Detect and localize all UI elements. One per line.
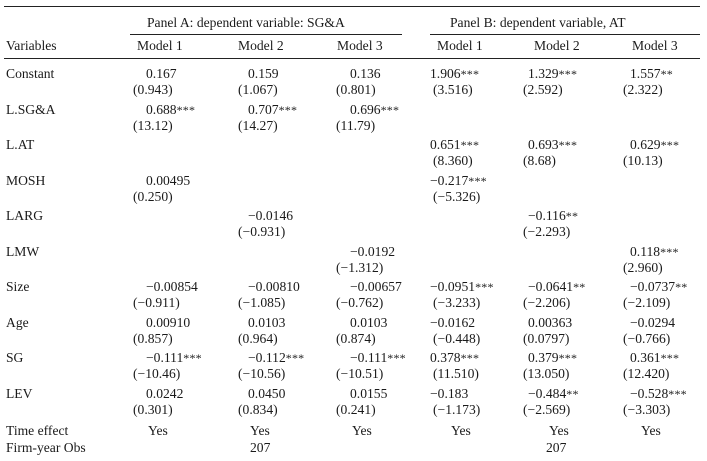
tstat-cell: (−3.303)	[623, 401, 671, 417]
coefficient-value: −0.116	[528, 208, 566, 223]
panel-b-title: Panel B: dependent variable, AT	[450, 15, 626, 30]
significance-stars: ***	[460, 351, 480, 365]
panel-a-rule	[130, 34, 402, 35]
significance-stars: ***	[660, 138, 680, 152]
model-header: Model 2	[238, 38, 284, 53]
coefficient-cell	[350, 315, 387, 331]
coefficient-cell	[350, 66, 381, 82]
obs-cell: 207	[546, 440, 567, 455]
coefficient-cell	[350, 102, 399, 118]
significance-stars: ***	[460, 67, 480, 81]
coefficient-cell	[146, 66, 177, 82]
coefficient-cell	[146, 173, 190, 189]
tstat-cell: (−10.56)	[238, 366, 286, 381]
significance-stars: ***	[668, 386, 687, 401]
coefficient-value: −0.0641	[528, 279, 574, 294]
tstat-cell: (0.241)	[336, 401, 376, 417]
model-header: Model 1	[437, 38, 483, 53]
time-effect-cell: Yes	[352, 423, 372, 438]
coefficient-value: 0.361	[630, 350, 661, 365]
coefficient-value: 0.0450	[248, 385, 286, 401]
coefficient-cell	[248, 102, 297, 118]
coefficient-cell	[146, 386, 183, 402]
tstat-cell: (−3.233)	[433, 295, 481, 310]
row-label: Time effect	[6, 423, 69, 438]
coefficient-cell	[630, 137, 679, 153]
coefficient-cell	[528, 315, 572, 331]
time-effect-cell: Yes	[549, 423, 569, 438]
coefficient-cell	[630, 315, 675, 331]
coefficient-cell	[430, 350, 479, 366]
model-header: Model 2	[534, 38, 580, 53]
coefficient-cell	[430, 66, 479, 82]
coefficient-cell	[146, 279, 198, 295]
model-header: Model 3	[632, 38, 678, 53]
row-label: LMW	[6, 243, 40, 259]
tstat-cell: (0.801)	[336, 82, 376, 97]
significance-stars: **	[660, 67, 673, 81]
coefficient-cell	[248, 350, 304, 366]
coefficient-value: −0.112	[248, 350, 286, 365]
coefficient-value: 1.557	[630, 66, 661, 81]
significance-stars: ***	[387, 351, 406, 365]
coefficient-cell	[350, 244, 395, 260]
coefficient-cell	[248, 208, 293, 224]
coefficient-cell	[146, 102, 195, 118]
coefficient-cell	[146, 350, 202, 366]
coefficient-value: 0.0155	[350, 385, 388, 401]
coefficient-value: 0.651	[430, 137, 461, 152]
tstat-cell: (−2.293)	[523, 224, 571, 239]
coefficient-value: −0.484	[528, 385, 567, 401]
coefficient-cell	[528, 137, 577, 153]
tstat-cell: (2.322)	[623, 82, 663, 97]
tstat-cell: (−5.326)	[433, 188, 481, 204]
significance-stars: **	[675, 280, 688, 294]
coefficient-value: −0.00854	[146, 279, 198, 294]
row-label: L.SG&A	[6, 101, 56, 117]
row-label: Firm-year Obs	[6, 440, 86, 455]
significance-stars: ***	[558, 351, 578, 365]
coefficient-cell	[528, 279, 585, 295]
coefficient-value: −0.00810	[248, 279, 300, 294]
significance-stars: ***	[176, 102, 196, 117]
coefficient-value: 0.00495	[146, 172, 191, 188]
coefficient-value: 0.167	[146, 66, 177, 81]
coefficient-value: 0.0103	[350, 314, 388, 330]
row-label: Constant	[6, 66, 55, 81]
model-header: Model 3	[337, 38, 383, 53]
coefficient-value: 0.379	[528, 350, 559, 365]
panel-a-title: Panel A: dependent variable: SG&A	[147, 15, 345, 30]
coefficient-cell	[430, 137, 479, 153]
row-label: SG	[6, 350, 24, 365]
row-label: Age	[6, 314, 29, 330]
tstat-cell: (11.510)	[433, 366, 479, 381]
coefficient-cell	[248, 66, 279, 82]
tstat-cell: (0.964)	[238, 330, 278, 346]
significance-stars: ***	[285, 351, 305, 365]
significance-stars: ***	[380, 102, 400, 117]
coefficient-value: −0.0294	[630, 314, 676, 330]
coefficient-cell	[248, 386, 285, 402]
top-rule	[4, 6, 700, 7]
row-label: Size	[6, 279, 30, 294]
coefficient-value: −0.111	[146, 350, 184, 365]
significance-stars: **	[566, 386, 579, 401]
tstat-cell: (−2.206)	[523, 295, 571, 310]
coefficient-value: −0.528	[630, 385, 669, 401]
tstat-cell: (−1.312)	[336, 259, 384, 275]
tstat-cell: (−2.569)	[523, 401, 571, 417]
coefficient-value: −0.111	[350, 350, 388, 365]
coefficient-cell	[430, 386, 468, 402]
coefficient-value: 0.118	[630, 243, 661, 259]
significance-stars: ***	[278, 102, 298, 117]
tstat-cell: (3.516)	[433, 82, 473, 97]
tstat-cell: (13.12)	[133, 117, 173, 133]
coefficient-value: 0.0242	[146, 385, 184, 401]
tstat-cell: (−0.766)	[623, 330, 671, 346]
tstat-cell: (0.0797)	[523, 330, 570, 346]
tstat-cell: (8.68)	[523, 153, 556, 168]
coefficient-cell	[528, 386, 579, 402]
tstat-cell: (11.79)	[336, 117, 376, 133]
coefficient-cell	[528, 66, 577, 82]
model-header: Model 1	[137, 38, 183, 53]
tstat-cell: (14.27)	[238, 117, 278, 133]
coefficient-value: −0.0146	[248, 208, 294, 223]
tstat-cell: (0.250)	[133, 188, 173, 204]
row-label: L.AT	[6, 137, 35, 152]
tstat-cell: (−0.762)	[336, 295, 384, 310]
coefficient-cell	[630, 244, 679, 260]
significance-stars: ***	[468, 173, 487, 188]
coefficient-value: 1.329	[528, 66, 559, 81]
coefficient-value: 0.159	[248, 66, 279, 81]
row-label: LEV	[6, 385, 33, 401]
time-effect-cell: Yes	[250, 423, 270, 438]
coefficient-cell	[630, 66, 673, 82]
coefficient-cell	[430, 279, 494, 295]
variables-header: Variables	[6, 38, 57, 53]
tstat-cell: (−10.46)	[133, 366, 181, 381]
coefficient-value: −0.00657	[350, 279, 402, 294]
tstat-cell: (−0.448)	[433, 330, 481, 346]
coefficient-value: −0.0192	[350, 243, 396, 259]
tstat-cell: (−1.085)	[238, 295, 286, 310]
tstat-cell: (−0.911)	[133, 295, 180, 310]
coefficient-value: −0.183	[430, 385, 469, 401]
time-effect-cell: Yes	[641, 423, 661, 438]
significance-stars: ***	[460, 138, 480, 152]
coefficient-cell	[630, 386, 687, 402]
time-effect-cell: Yes	[451, 423, 471, 438]
coefficient-cell	[248, 315, 285, 331]
coefficient-value: −0.0737	[630, 279, 676, 294]
tstat-cell: (8.360)	[433, 153, 473, 168]
row-label: MOSH	[6, 172, 46, 188]
coefficient-cell	[630, 350, 679, 366]
coefficient-value: 0.00363	[528, 314, 573, 330]
significance-stars: ***	[660, 244, 679, 259]
significance-stars: ***	[183, 351, 202, 365]
significance-stars: **	[573, 280, 586, 294]
row-label: LARG	[6, 208, 44, 223]
significance-stars: **	[565, 209, 579, 223]
coefficient-value: −0.217	[430, 172, 469, 188]
coefficient-value: 0.696	[350, 101, 381, 117]
coefficient-cell	[630, 279, 687, 295]
coefficient-value: 0.378	[430, 350, 461, 365]
coefficient-value: 0.00910	[146, 314, 191, 330]
significance-stars: ***	[475, 280, 494, 294]
coefficient-value: 0.707	[248, 101, 279, 117]
tstat-cell: (2.960)	[623, 259, 663, 275]
coefficient-cell	[350, 279, 402, 295]
coefficient-cell	[350, 386, 387, 402]
coefficient-cell	[146, 315, 190, 331]
tstat-cell: (12.420)	[623, 366, 670, 381]
tstat-cell: (2.592)	[523, 82, 563, 97]
header-rule	[4, 58, 700, 59]
tstat-cell: (13.050)	[523, 366, 570, 381]
significance-stars: ***	[558, 67, 578, 81]
tstat-cell: (10.13)	[623, 153, 663, 168]
tstat-cell: (0.834)	[238, 401, 278, 417]
tstat-cell: (0.857)	[133, 330, 173, 346]
coefficient-cell	[528, 208, 578, 224]
coefficient-value: 0.0103	[248, 314, 286, 330]
tstat-cell: (1.067)	[238, 82, 278, 97]
tstat-cell: (−2.109)	[623, 295, 671, 310]
coefficient-cell	[430, 315, 475, 331]
tstat-cell: (−1.173)	[433, 401, 481, 417]
obs-cell: 207	[250, 440, 271, 455]
time-effect-cell: Yes	[148, 423, 168, 438]
tstat-cell: (−0.931)	[238, 224, 286, 239]
coefficient-cell	[528, 350, 577, 366]
coefficient-cell	[350, 350, 406, 366]
coefficient-value: 0.629	[630, 137, 661, 152]
coefficient-value: 0.693	[528, 137, 559, 152]
coefficient-value: 1.906	[430, 66, 461, 81]
tstat-cell: (0.301)	[133, 401, 173, 417]
tstat-cell: (0.874)	[336, 330, 376, 346]
coefficient-cell	[430, 173, 487, 189]
coefficient-value: −0.0951	[430, 279, 476, 294]
significance-stars: ***	[660, 351, 680, 365]
tstat-cell: (0.943)	[133, 82, 173, 97]
coefficient-cell	[248, 279, 300, 295]
coefficient-value: 0.688	[146, 101, 177, 117]
coefficient-value: −0.0162	[430, 314, 476, 330]
tstat-cell: (−10.51)	[336, 366, 384, 381]
significance-stars: ***	[558, 138, 578, 152]
coefficient-value: 0.136	[350, 66, 381, 81]
panel-b-rule	[430, 34, 700, 35]
